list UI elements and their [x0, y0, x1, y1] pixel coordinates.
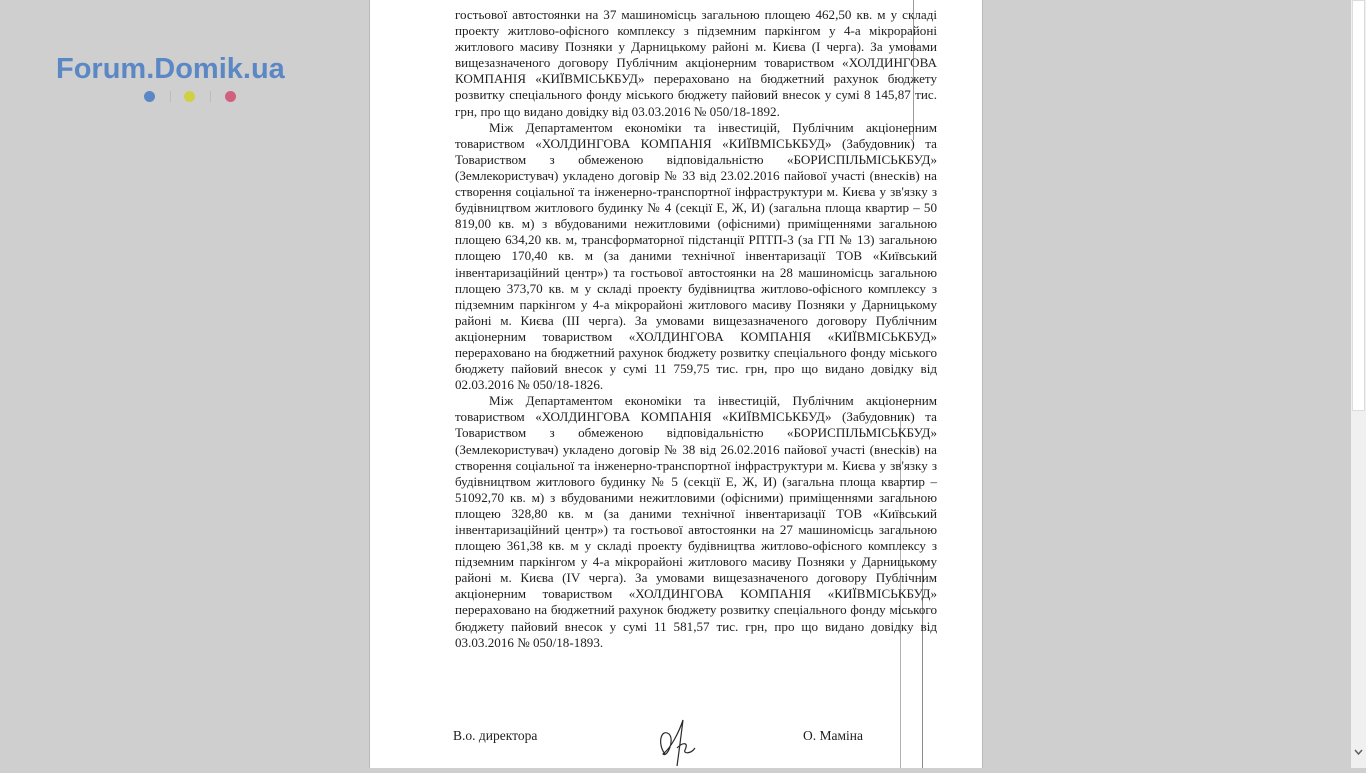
- logo-dot-yellow: [184, 91, 195, 102]
- logo-text: Forum.Domik.ua: [56, 53, 285, 85]
- logo-dot-blue: [144, 91, 155, 102]
- logo-dot-pink: [225, 91, 236, 102]
- signatory-name: О. Маміна: [803, 728, 864, 743]
- handwritten-signature: [653, 714, 701, 768]
- logo-dots: [56, 88, 326, 102]
- scrollbar-thumb[interactable]: [1352, 0, 1365, 411]
- document-body: [455, 7, 937, 651]
- site-logo[interactable]: [56, 52, 326, 102]
- signature-block: [453, 728, 953, 768]
- scroll-down-button[interactable]: [1351, 740, 1366, 768]
- vertical-scrollbar[interactable]: [1351, 0, 1366, 768]
- chevron-down-icon: [1351, 740, 1366, 768]
- logo-separator: [170, 91, 171, 102]
- paragraph-3: Між Департаментом економіки та інвестицій, Публічним акціонерним товариством «ХОЛДИНГОВА КОМПАНІЯ «КИЇВМІСЬКБУД» (Забудовник) та Товариством з обмеженою відповідальністю «БОРИСПІЛЬМІСЬКБУД» (Землекористувач) укладено договір № 38 від 26.02.2016 пайової участі (внесків) на створення соціальної та інженерно-транспортної інфраструктури м. Києва у зв'язку з будівництвом житлового будинку № 5 (секції Е, Ж, И) (загальна площа квартир – 51092,70 кв. м) з вбудованими нежитловими (офісними) приміщеннями загальною площею 328,80 кв. м (за даними технічної інвентаризації ТОВ «Київський інвентаризаційний центр») та гостьової автостоянки на 27 машиномісць загальною площею 361,38 кв. м у складі проекту будівництва житлово-офісного комплексу з підземним паркінгом у 4-а мікрорайоні житлового масиву Позняки у Дарницькому районі м. Києва (IV черга). За умовами вищезазначеного договору Публічним акціонерним товариством «ХОЛДИНГОВА КОМПАНІЯ «КИЇВМІСЬКБУД» перераховано на бюджетний рахунок бюджету розвитку спеціального фонду міського бюджету пайовий внесок у сумі 11 581,57 тис. грн, про що видано довідку від 03.03.2016 № 050/18-1893.: [455, 393, 937, 650]
- document-page: [369, 0, 983, 768]
- signatory-position: В.о. директора: [453, 728, 538, 743]
- paragraph-2: Між Департаментом економіки та інвестицій, Публічним акціонерним товариством «ХОЛДИНГОВА КОМПАНІЯ «КИЇВМІСЬКБУД» (Забудовник) та Товариством з обмеженою відповідальністю «БОРИСПІЛЬМІСЬКБУД» (Землекористувач) укладено договір № 33 від 23.02.2016 пайової участі (внесків) на створення соціальної та інженерно-транспортної інфраструктури м. Києва у зв'язку з будівництвом житлового будинку № 4 (секції Е, Ж, И) (загальна площа квартир – 50 819,00 кв. м) з вбудованими нежитловими (офісними) приміщеннями загальною площею 634,20 кв. м, трансформаторної підстанції РПТП-3 (за ГП № 13) загальною площею 170,40 кв. м (за даними технічної інвентаризації ТОВ «Київський інвентаризаційний центр») та гостьової автостоянки на 28 машиномісць загальною площею 373,70 кв. м у складі проекту будівництва житлово-офісного комплексу з підземним паркінгом у 4-а мікрорайоні житлового масиву Позняки у Дарницькому районі м. Києва (ІІІ черга). За умовами вищезазначеного договору Публічним акціонерним товариством «ХОЛДИНГОВА КОМПАНІЯ «КИЇВМІСЬКБУД» перераховано на бюджетний рахунок бюджету розвитку спеціального фонду міського бюджету пайовий внесок у сумі 11 759,75 тис. грн, про що видано довідку від 02.03.2016 № 050/18-1826.: [455, 119, 937, 393]
- logo-separator: [210, 91, 211, 102]
- paragraph-1: гостьової автостоянки на 37 машиномісць загальною площею 462,50 кв. м у складі проекту житлово-офісного комплексу з підземним паркінгом у 4-а мікрорайоні житлового масиву Позняки у Дарницькому районі м. Києва (І черга). За умовами вищезазначеного договору Публічним акціонерним товариством «ХОЛДИНГОВА КОМПАНІЯ «КИЇВМІСЬКБУД» перераховано на бюджетний рахунок бюджету розвитку спеціального фонду міського бюджету пайовий внесок у сумі 8 145,87 тис. грн, про що видано довідку від 03.03.2016 № 050/18-1892.: [455, 7, 937, 119]
